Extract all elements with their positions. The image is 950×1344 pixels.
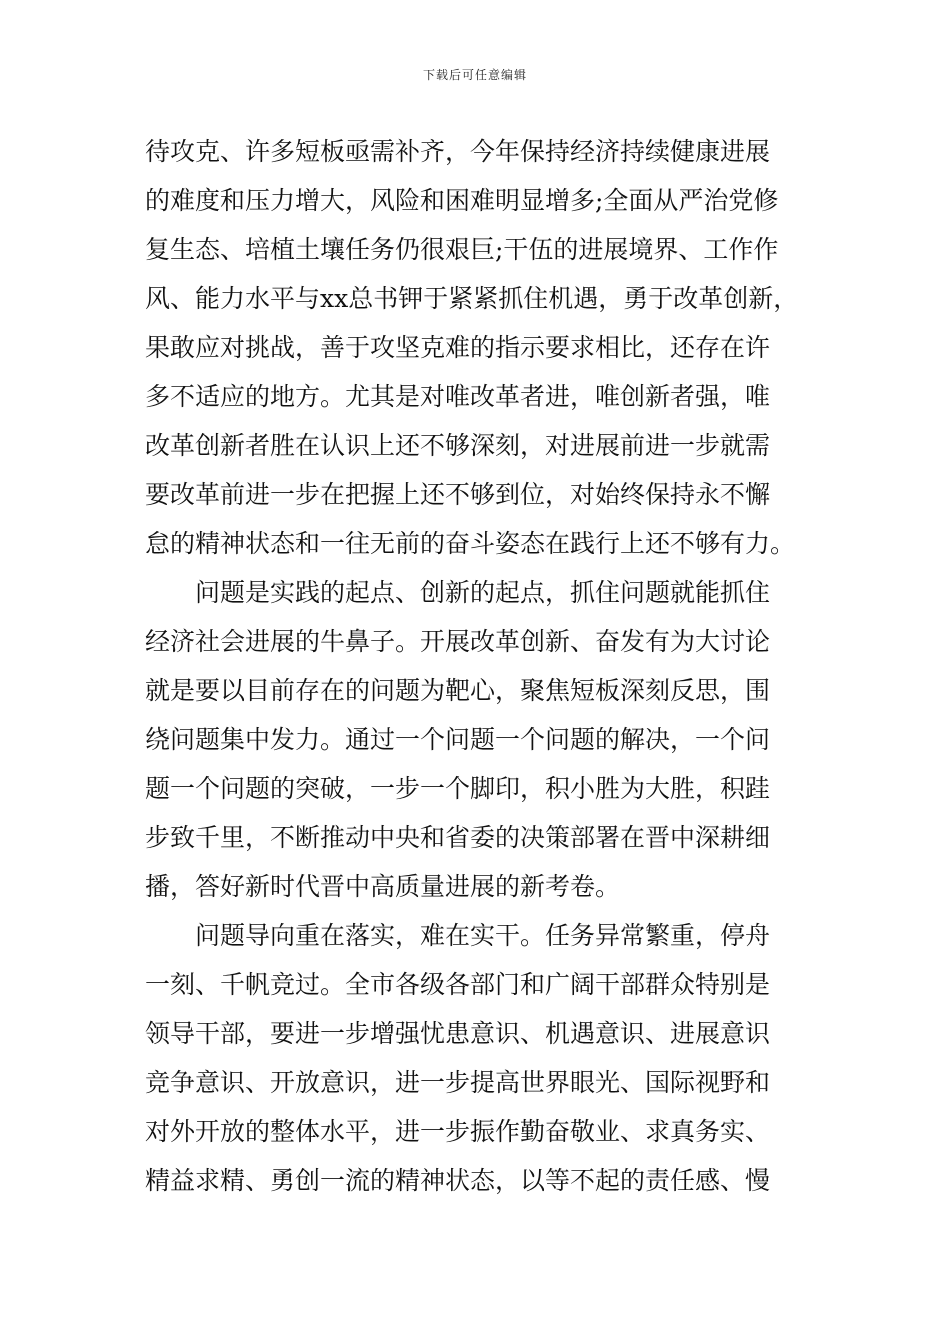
text-line: 领导干部，要进一步增强忧患意识、机遇意识、进展意识 [145,1019,771,1048]
text-line: 经济社会进展的牛鼻子。开展改革创新、奋发有为大讨论 [145,627,771,656]
text-line: 复生态、培植土壤任务仍很艰巨;干伍的进展境界、工作作 [145,235,779,264]
text-line: 多不适应的地方。尤其是对唯改革者进，唯创新者强，唯 [145,382,771,411]
page-header-note: 下载后可任意编辑 [422,68,527,82]
text-line: 果敢应对挑战，善于攻坚克难的指示要求相比，还存在许 [145,333,771,362]
text-line: 步致千里，不断推动中央和省委的决策部署在晋中深耕细 [145,823,771,852]
document-body [145,127,810,1205]
text-line: 问题是实践的起点、创新的起点，抓住问题就能抓住 [145,578,771,607]
text-line: 待攻克、许多短板亟需补齐，今年保持经济持续健康进展 [145,137,771,166]
text-line: 要改革前进一步在把握上还不够到位，对始终保持永不懈 [145,480,771,509]
text-line: 改革创新者胜在认识上还不够深刻，对进展前进一步就需 [145,431,771,460]
text-line: 问题导向重在落实，难在实干。任务异常繁重，停舟 [145,921,771,950]
text-line: 播，答好新时代晋中高质量进展的新考卷。 [145,872,621,901]
text-line: 精益求精、勇创一流的精神状态，以等不起的责任感、慢 [145,1166,771,1195]
text-line: 绕问题集中发力。通过一个问题一个问题的解决，一个问 [145,725,771,754]
text-line: 怠的精神状态和一往无前的奋斗姿态在践行上还不够有力。 [145,529,796,558]
text-line: 竞争意识、开放意识，进一步提高世界眼光、国际视野和 [145,1068,771,1097]
text-line: 就是要以目前存在的问题为靶心，聚焦短板深刻反思，围 [145,676,771,705]
text-line: 风、能力水平与xx总书钾于紧紧抓住机遇，勇于改革创新， [145,284,799,313]
text-line: 题一个问题的突破，一步一个脚印，积小胜为大胜，积跬 [145,774,771,803]
text-line: 对外开放的整体水平，进一步振作勤奋敬业、求真务实、 [145,1117,771,1146]
text-line: 一刻、千帆竞过。全市各级各部门和广阔干部群众特别是 [145,970,771,999]
text-line: 的难度和压力增大，风险和困难明显增多;全面从严治党修 [145,186,779,215]
